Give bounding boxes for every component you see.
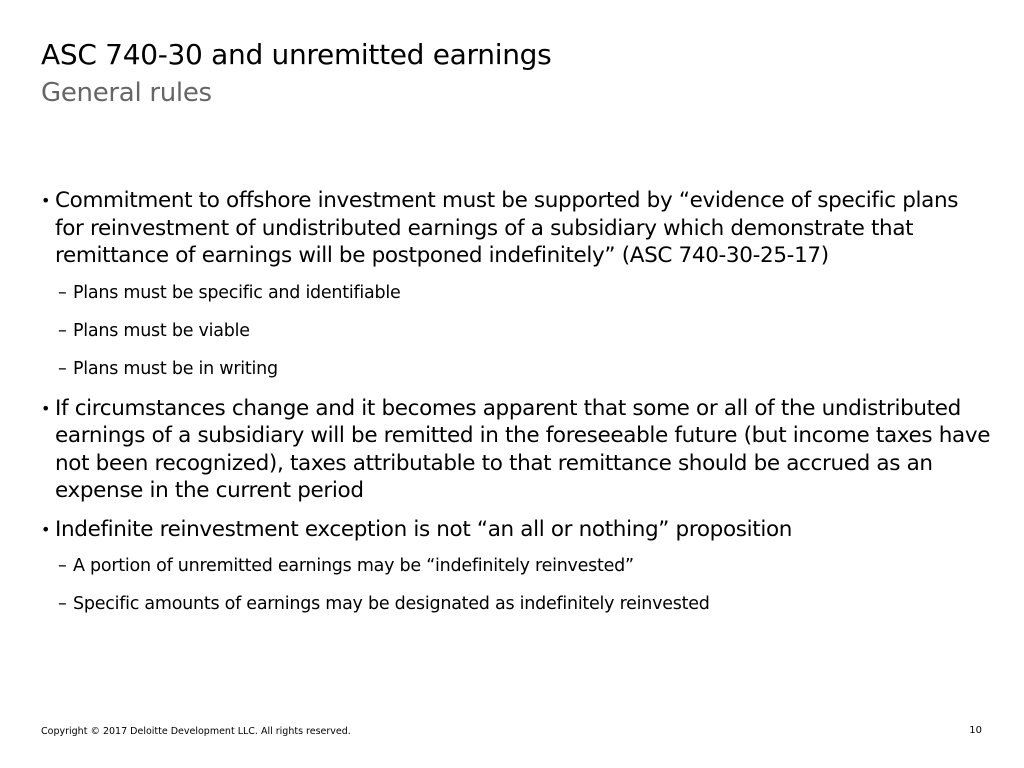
sub-bullet-item [41, 554, 991, 578]
bullet-text: Indefinite reinvestment exception is not “an all or nothing” proposition [55, 516, 793, 542]
bullet-item [41, 516, 991, 544]
sub-bullet-item [41, 281, 991, 305]
sub-bullet-marker: – [58, 594, 67, 614]
bullet-text: Commitment to offshore investment must be supported by “evidence of specific plans for reinvestment of undistributed earnings of a subsidiary which demonstrate that remittance of earnings will be postponed indefinitely” (ASC 740-30-25-17) [55, 188, 959, 268]
sub-bullet-item [41, 592, 991, 616]
sub-bullet-marker: – [58, 320, 67, 341]
slide-body [41, 187, 991, 630]
sub-bullet-item [41, 319, 991, 343]
bullet-marker: • [41, 398, 51, 418]
bullet-marker: • [41, 191, 51, 210]
bullet-item [41, 187, 991, 270]
sub-bullet-text: Specific amounts of earnings may be designated as indefinitely reinvested [73, 594, 710, 614]
sub-bullet-marker: – [58, 556, 67, 576]
sub-bullet-text: Plans must be in writing [73, 358, 278, 379]
sub-bullet-marker: – [58, 358, 67, 379]
bullet-marker: • [41, 519, 51, 539]
sub-bullet-text: A portion of unremitted earnings may be “indefinitely reinvested” [73, 556, 634, 576]
sub-bullet-text: Plans must be specific and identifiable [73, 282, 401, 303]
copyright-notice: Copyright © 2017 Deloitte Development LLC. All rights reserved. [41, 726, 351, 737]
page-number: 10 [969, 725, 982, 736]
bullet-item [41, 395, 991, 505]
sub-bullet-marker: – [58, 282, 67, 303]
slide-subtitle: General rules [41, 78, 212, 108]
slide-title: ASC 740-30 and unremitted earnings [41, 38, 552, 71]
bullet-text: If circumstances change and it becomes apparent that some or all of the undistributed earnings of a subsidiary will be remitted in the foreseeable future (but income taxes have not been recognized), taxes attributable to that remittance should be accrued as an expense in the current period [55, 395, 991, 503]
sub-bullet-item [41, 357, 991, 381]
sub-bullet-text: Plans must be viable [73, 320, 250, 341]
